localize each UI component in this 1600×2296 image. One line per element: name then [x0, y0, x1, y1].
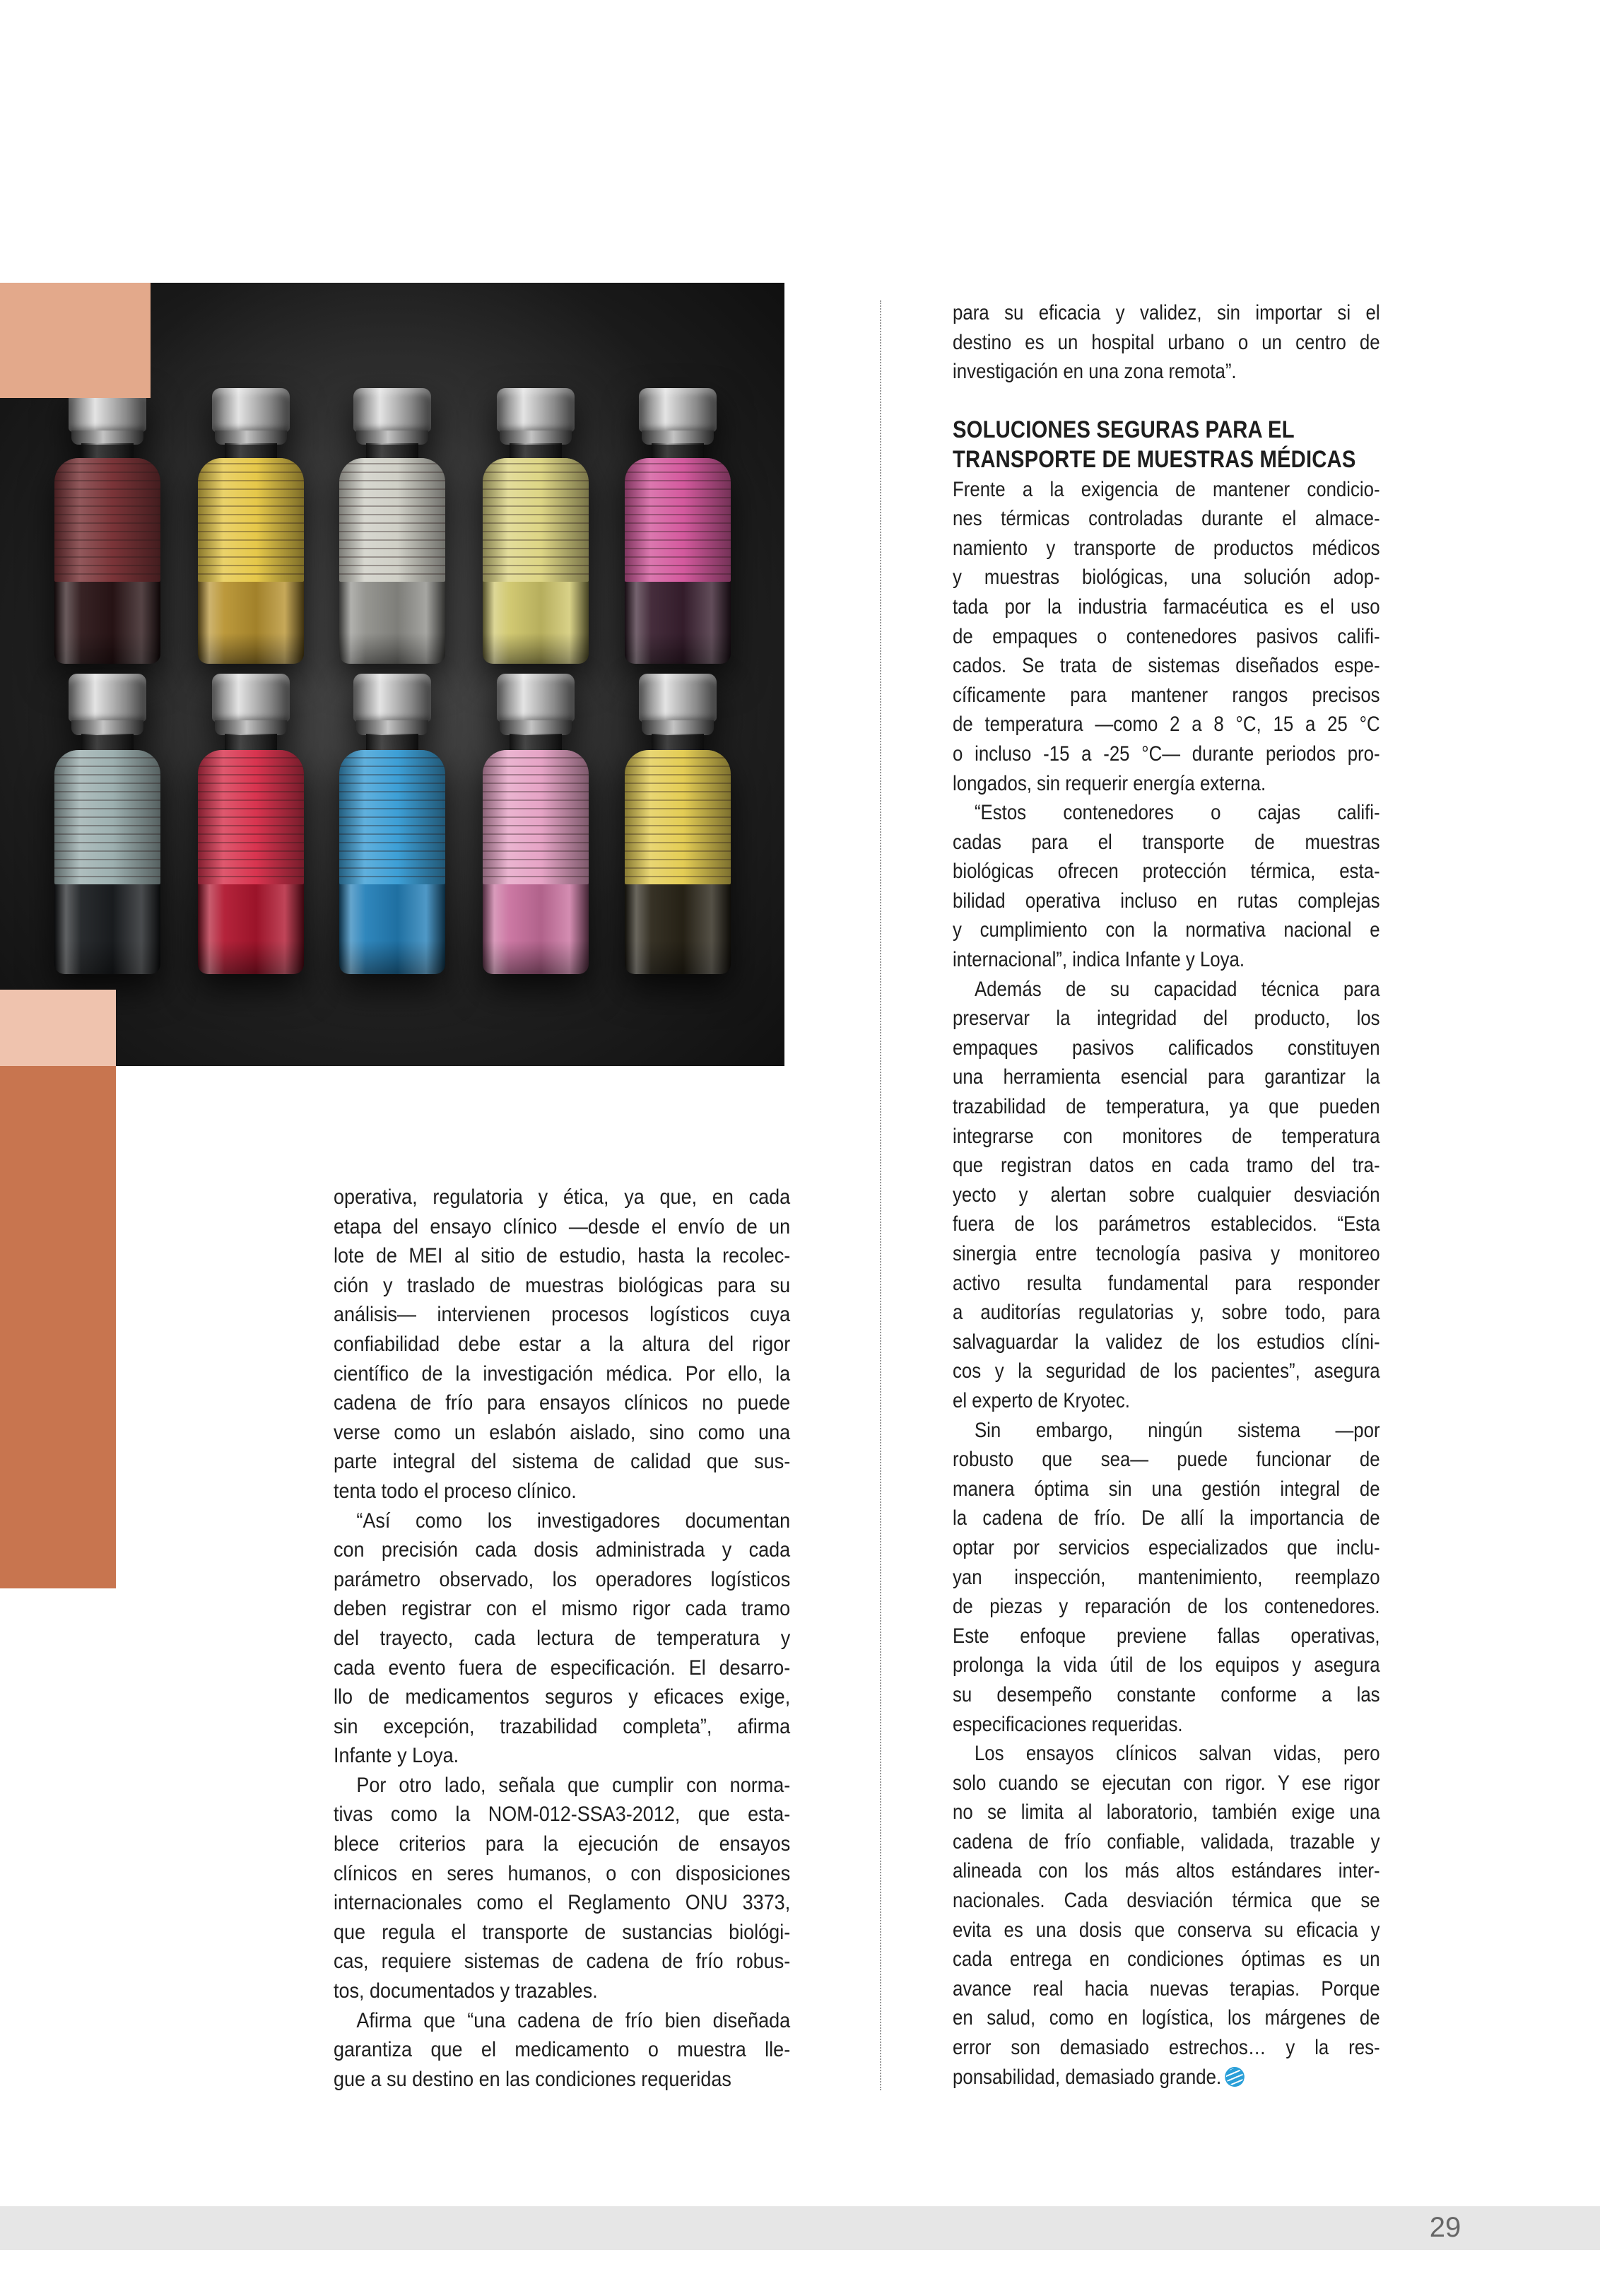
- text-line: a auditorías regulatorias y, sobre todo, para: [953, 1301, 1380, 1325]
- text-line: que regula el transporte de sustancias biológi-: [334, 1920, 791, 1944]
- text-line: Este enfoque previene fallas operativas,: [953, 1624, 1380, 1648]
- text-line: de piezas y reparación de los contenedores.: [953, 1595, 1380, 1619]
- text-line: del trayecto, cada lectura de temperatura y: [334, 1626, 791, 1650]
- vial: [483, 388, 589, 664]
- text-line: operativa, regulatoria y ética, ya que, en cada: [334, 1185, 791, 1209]
- text-line: científico de la investigación médica. Por ello, la: [334, 1361, 791, 1386]
- text-line: “Estos contenedores o cajas califi-: [974, 801, 1380, 825]
- end-mark-icon: [1225, 2067, 1245, 2087]
- text-line: blece criterios para la ejecución de ensayos: [334, 1832, 791, 1856]
- text-line: internacionales como el Reglamento ONU 3373,: [334, 1891, 791, 1915]
- vial-label: [339, 458, 445, 581]
- text-line: verse como un eslabón aislado, sino como una: [334, 1420, 791, 1444]
- vial-crimp: [215, 720, 287, 735]
- vial-crimp: [500, 720, 572, 735]
- text-line: cada entrega en condiciones óptimas es un: [953, 1948, 1380, 1972]
- page-number: 29: [1429, 2212, 1461, 2243]
- text-line: salvaguardar la validez de los estudios clíni-: [953, 1330, 1380, 1354]
- vial-cap: [497, 388, 575, 432]
- vial-cap: [639, 674, 717, 722]
- text-line: trazabilidad de temperatura, ya que pueden: [953, 1095, 1380, 1119]
- vial-label: [198, 750, 304, 884]
- paragraph: [953, 1739, 1380, 2092]
- vial-label: [625, 458, 731, 581]
- text-line: manera óptima sin una gestión integral de: [953, 1477, 1380, 1501]
- text-line: Afirma que “una cadena de frío bien diseñada: [356, 2008, 791, 2032]
- vial-body: [625, 750, 731, 974]
- vial-label: [483, 750, 589, 884]
- left-column: [334, 1183, 790, 2094]
- column-divider: [880, 300, 881, 2090]
- text-line: el experto de Kryotec.: [953, 1388, 1130, 1412]
- text-line: cadena de frío confiable, validada, trazable y: [953, 1829, 1380, 1853]
- section-heading-line: SOLUCIONES SEGURAS PARA EL: [953, 416, 1295, 444]
- text-line: preservar la integridad del producto, los: [953, 1007, 1380, 1031]
- text-line: cadena de frío para ensayos clínicos no puede: [334, 1391, 791, 1415]
- text-line: una herramienta esencial para garantizar la: [953, 1065, 1380, 1089]
- text-line: llo de medicamentos seguros y eficaces exige,: [334, 1685, 791, 1709]
- footer-band: [0, 2206, 1600, 2250]
- text-line: biológicas ofrecen protección térmica, esta-: [953, 860, 1380, 884]
- text-line: gue a su destino en las condiciones requeridas: [334, 2067, 731, 2091]
- text-line: nes térmicas controladas durante el almace-: [953, 507, 1380, 531]
- vial-body: [198, 458, 304, 664]
- text-line: solo cuando se ejecutan con rigor. Y ese rigor: [953, 1771, 1380, 1795]
- text-line: ponsabilidad, demasiado grande.: [953, 2063, 1380, 2092]
- text-line: y cumplimiento con la normativa nacional e: [953, 918, 1380, 942]
- paragraph: [334, 1506, 790, 1771]
- paragraph: [334, 1183, 790, 1506]
- text-line: sin excepción, trazabilidad completa”, afirma: [334, 1714, 791, 1738]
- vial: [339, 388, 445, 664]
- paragraph: [953, 975, 1380, 1416]
- text-line: empaques pasivos calificados constituyen: [953, 1036, 1380, 1060]
- text-line: de temperatura —como 2 a 8 °C, 15 a 25 °C: [953, 713, 1380, 737]
- text-line: garantiza que el medicamento o muestra lle-: [334, 2038, 791, 2062]
- text-line: tada por la industria farmacéutica es el uso: [953, 594, 1380, 619]
- text-line: especificaciones requeridas.: [953, 1712, 1183, 1736]
- text-line: destino es un hospital urbano o un centro de: [953, 330, 1380, 354]
- paragraph: [953, 298, 1380, 387]
- vial-label: [339, 750, 445, 884]
- vial-cap: [639, 388, 717, 432]
- text-line: análisis— intervienen procesos logísticos cuya: [334, 1303, 791, 1327]
- decorative-block-top: [0, 283, 151, 398]
- text-line: deben registrar con el mismo rigor cada tramo: [334, 1597, 791, 1621]
- text-line: ción y traslado de muestras biológicas para su: [334, 1273, 791, 1297]
- text-line: Frente a la exigencia de mantener condicio-: [953, 477, 1380, 501]
- vial-label: [54, 750, 160, 884]
- text-line: internacional”, indica Infante y Loya.: [953, 948, 1245, 972]
- text-line: robusto que sea— puede funcionar de: [953, 1448, 1380, 1472]
- text-line: clínicos en seres humanos, o con disposiciones: [334, 1861, 791, 1885]
- vial-body: [54, 750, 160, 974]
- decorative-block-middle: [0, 990, 116, 1066]
- text-line: cados. Se trata de sistemas diseñados espe-: [953, 654, 1380, 678]
- text-line: tos, documentados y trazables.: [334, 1979, 598, 2003]
- text-line: y muestras biológicas, una solución adop-: [953, 566, 1380, 590]
- vial-body: [625, 458, 731, 664]
- text-line: integrarse con monitores de temperatura: [953, 1124, 1380, 1148]
- vial: [198, 388, 304, 664]
- text-line: etapa del ensayo clínico —desde el envío de un: [334, 1214, 791, 1238]
- text-line: parámetro observado, los operadores logísticos: [334, 1567, 791, 1591]
- text-line: sinergia entre tecnología pasiva y monitoreo: [953, 1242, 1380, 1265]
- text-line: investigación en una zona remota”.: [953, 360, 1237, 384]
- text-line: confiabilidad debe estar a la altura del rigor: [334, 1332, 791, 1356]
- vial-cap: [353, 674, 431, 722]
- vial-label: [198, 458, 304, 581]
- text-line: Además de su capacidad técnica para: [974, 977, 1380, 1001]
- text-line: alineada con los más altos estándares inter-: [953, 1859, 1380, 1883]
- text-line: namiento y transporte de productos médicos: [953, 536, 1380, 560]
- paragraph: [953, 798, 1380, 975]
- vial-crimp: [356, 430, 428, 445]
- text-line: error son demasiado estrechos… y la res-: [953, 2036, 1380, 2060]
- paragraph: [334, 2006, 790, 2095]
- text-line: en salud, como en logística, los márgenes de: [953, 2006, 1380, 2030]
- vial-crimp: [642, 720, 714, 735]
- vial-crimp: [500, 430, 572, 445]
- text-line: para su eficacia y validez, sin importar si el: [953, 301, 1380, 324]
- vial: [54, 388, 160, 664]
- vial-label: [54, 458, 160, 581]
- text-line: o incluso -15 a -25 °C— durante periodos pro-: [953, 742, 1380, 766]
- photo-vials: [0, 283, 784, 1066]
- text-line: que registran datos en cada tramo del tra-: [953, 1154, 1380, 1178]
- text-line: Infante y Loya.: [334, 1744, 459, 1768]
- vial: [483, 674, 589, 974]
- vial-body: [483, 458, 589, 664]
- text-line: tenta todo el proceso clínico.: [334, 1479, 577, 1503]
- text-line: Los ensayos clínicos salvan vidas, pero: [974, 1742, 1380, 1766]
- vial-cap: [212, 674, 290, 722]
- vial: [339, 674, 445, 974]
- text-line: activo resulta fundamental para responder: [953, 1271, 1380, 1295]
- vial-label: [625, 750, 731, 884]
- text-line: Por otro lado, señala que cumplir con norma-: [356, 1773, 791, 1797]
- vial: [625, 674, 731, 974]
- text-line: cas, requiere sistemas de cadena de frío robus-: [334, 1950, 791, 1974]
- text-line: Sin embargo, ningún sistema —por: [974, 1418, 1380, 1442]
- right-column-text: [953, 298, 1380, 2092]
- vial-crimp: [71, 720, 143, 735]
- vial-crimp: [642, 430, 714, 445]
- text-line: lote de MEI al sitio de estudio, hasta la recolec-: [334, 1244, 791, 1268]
- vial-cap: [497, 674, 575, 722]
- right-column: [953, 298, 1380, 2092]
- vial-cap: [353, 388, 431, 432]
- text-line: prolonga la vida útil de los equipos y asegura: [953, 1653, 1380, 1677]
- text-line: evita es una dosis que conserva su eficacia y: [953, 1918, 1380, 1942]
- vial: [625, 388, 731, 664]
- text-line: longados, sin requerir energía externa.: [953, 771, 1266, 795]
- text-line: de empaques o contenedores pasivos califi-: [953, 624, 1380, 648]
- vial-crimp: [71, 430, 143, 445]
- vial-body: [54, 458, 160, 664]
- vial-body: [339, 750, 445, 974]
- text-line: con precisión cada dosis administrada y cada: [334, 1538, 791, 1562]
- text-line: tivas como la NOM-012-SSA3-2012, que esta-: [334, 1803, 791, 1827]
- vial: [54, 674, 160, 974]
- section-heading: [953, 416, 1380, 474]
- text-line: yan inspección, mantenimiento, reemplazo: [953, 1565, 1380, 1589]
- section-heading-line: TRANSPORTE DE MUESTRAS MÉDICAS: [953, 445, 1356, 473]
- paragraph: [953, 1416, 1380, 1740]
- text-line: no se limita al laboratorio, también exige una: [953, 1800, 1380, 1824]
- text-line: avance real hacia nuevas terapias. Porque: [953, 1976, 1380, 2001]
- vial-crimp: [215, 430, 287, 445]
- text-line: yecto y alertan sobre cualquier desviación: [953, 1183, 1380, 1207]
- decorative-side-bar: [0, 1066, 116, 1588]
- text-line: cada evento fuera de especificación. El desarro-: [334, 1656, 791, 1680]
- text-line: su desempeño constante conforme a las: [953, 1682, 1380, 1706]
- text-line: parte integral del sistema de calidad que sus-: [334, 1450, 791, 1474]
- vial-body: [483, 750, 589, 974]
- paragraph: [334, 1771, 790, 2006]
- text-line: cíficamente para mantener rangos precisos: [953, 683, 1380, 707]
- text-line: cos y la seguridad de los pacientes”, asegura: [953, 1359, 1380, 1383]
- text-line: “Así como los investigadores documentan: [356, 1509, 791, 1533]
- paragraph: [953, 475, 1380, 799]
- vial-body: [198, 750, 304, 974]
- vial-cap: [212, 388, 290, 432]
- vial-crimp: [356, 720, 428, 735]
- text-line: bilidad operativa incluso en rutas complejas: [953, 889, 1380, 913]
- left-column-text: [334, 1183, 790, 2094]
- text-line: cadas para el transporte de muestras: [953, 830, 1380, 854]
- vial: [198, 674, 304, 974]
- text-line: fuera de los parámetros establecidos. “Esta: [953, 1212, 1380, 1236]
- vial-label: [483, 458, 589, 581]
- vial-body: [339, 458, 445, 664]
- text-line: nacionales. Cada desviación térmica que se: [953, 1889, 1380, 1913]
- vial-cap: [69, 674, 146, 722]
- text-line: la cadena de frío. De allí la importancia de: [953, 1506, 1380, 1530]
- text-line: optar por servicios especializados que inclu-: [953, 1535, 1380, 1559]
